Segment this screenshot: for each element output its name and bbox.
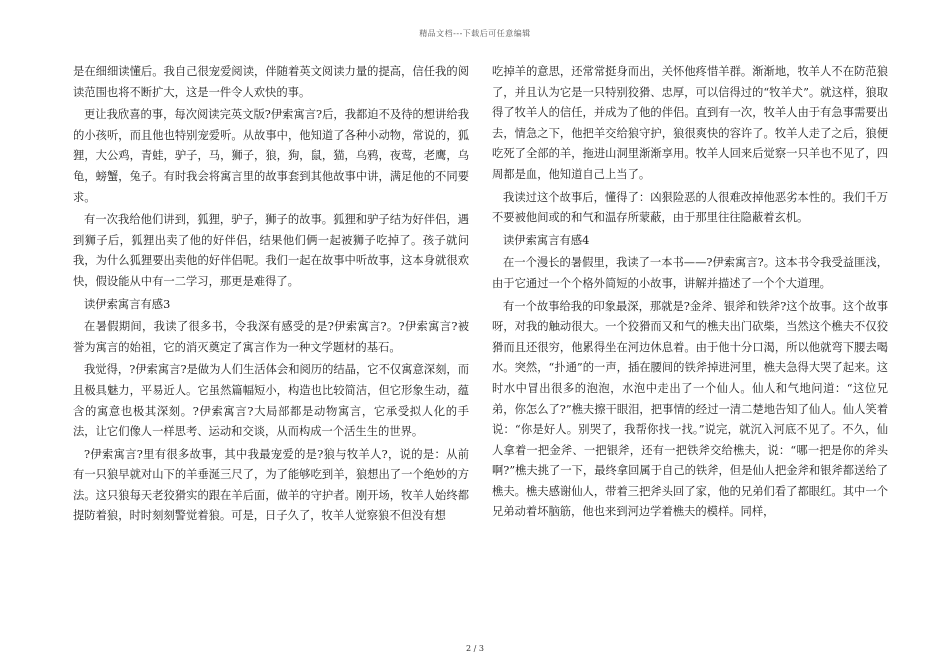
paragraph: 有一个故事给我的印象最深，那就是?金斧、银斧和铁斧?这个故事。这个故事呀，对我的触动很大。一个狡猾而又和气的樵夫出门砍柴，当然这个樵夫不仅狡猾而且还很穷，他累得坐在河边休息着。由于他十分口渴，所以他就弯下腰去喝水。突然，“扑通”的一声，插在腰间的铁斧掉进河里，樵夫急得大哭了起来。这时水中冒出很多的泡泡，水泡中走出了一个仙人。仙人和气地问道：“这位兄弟，你怎么了?”樵夫擦干眼泪，把事情的经过一清二楚地告知了仙人。仙人笑着说：“你是好人。别哭了，我帮你找一找。”说完，就沉入河底不见了。不久，仙人拿着一把金斧、一把银斧，还有一把铁斧交给樵夫，说：“哪一把是你的斧头啊?”樵夫挑了一下，最终拿回属于自己的铁斧，但是仙人把金斧和银斧都送给了樵夫。樵夫感谢仙人，带着三把斧头回了家，他的兄弟们看了都眼红。其中一个兄弟动着坏脑筋，他也来到河边学着樵夫的模样。同样，	[492, 299, 888, 519]
paragraph: 吃掉羊的意思，还常常挺身而出，关怀他疼惜羊群。渐渐地，牧羊人不在防范狼了，并且认为它是一只特别狡猾、忠厚，可以信得过的“牧羊犬”。就这样，狼取得了牧羊人的信任，并成为了他的伴侣。直到有一次，牧羊人由于有急事需要出去，情急之下，他把羊交给狼守护，狼很爽快的容许了。牧羊人走了之后，狼便吃死了全部的羊，拖进山洞里渐渐享用。牧羊人回来后觉察一只羊也不见了，四周都是血，他知道自己上当了。	[492, 65, 888, 181]
paragraph: 在一个漫长的暑假里，我读了一本书——?伊索寓言?。这本书令我受益匪浅，由于它通过一个个格外简短的小故事，讲解并描述了一个个大道理。	[492, 256, 888, 290]
paragraph: ?伊索寓言?里有很多故事，其中我最宠爱的是?狼与牧羊人?，说的是：从前有一只狼早就对山下的羊垂涎三尺了，为了能够吃到羊，狼想出了一个绝妙的方法。这只狼每天老狡猾实的跟在羊后面，做羊的守护者。刚开场，牧羊人始终都提防着狼，时时刻刻警觉着狼。可是，日子久了，牧羊人觉察狼不但没有想	[73, 447, 469, 523]
paragraph: 我觉得，?伊索寓言?是做为人们生活体会和阅历的结晶，它不仅寓意深刻，而且极具魅力，平易近人。它虽然篇幅短小，构造也比较简洁，但它形象生动，蕴含的寓意也极其深刻。?伊索寓言?大局部都是动物寓言，它承受拟人化的手法，让它们像人一样思考、运动和交谈，从而构成一个活生生的世界。	[73, 363, 469, 439]
paragraph: 更让我欣喜的事，每次阅读完英文版?伊索寓言?后，我都迫不及待的想讲给我的小孩听，而且他也特别宠爱听。从故事中，他知道了各种小动物，常说的，狐狸，大公鸡，青蛙，驴子，马，狮子，狼，狗，鼠，猫，乌鸦，夜莺，老鹰，乌龟，螃蟹，兔子。有时我会将寓言里的故事套到其他故事中讲，满足他的不同要求。	[73, 108, 469, 204]
section-heading: 读伊索寓言有感3	[84, 297, 171, 311]
page-header: 精品文档---下载后可任意编辑	[419, 29, 531, 38]
paragraph: 是在细细读懂后。我自己很宠爱阅读，伴随着英文阅读力量的提高，信任我的阅读范围也将不断扩大，这是一件令人欢快的事。	[73, 65, 469, 99]
page-number: 2 / 3	[466, 644, 484, 653]
right-column	[492, 62, 888, 525]
paragraph: 有一次我给他们讲到，狐狸，驴子，狮子的故事。狐狸和驴子结为好伴侣，遇到狮子后，狐狸出卖了他的好伴侣，结果他们俩一起被狮子吃掉了。孩子就问我，为什么狐狸要出卖他的好伴侣呢。我们一起在故事中听故事，这本身就很欢快，假设能从中有一二学习，那更是难得了。	[73, 213, 469, 288]
paragraph: 我读过这个故事后，懂得了：凶狠险恶的人很难改掉他恶劣本性的。我们千万不要被他间或的和气和温存所蒙蔽，由于那里往往隐蔽着玄机。	[492, 190, 888, 225]
section-heading: 读伊索寓言有感4	[503, 233, 590, 247]
paragraph: 在暑假期间，我读了很多书，令我深有感受的是?伊索寓言?。?伊索寓言?被誉为寓言的始祖，它的消灭奠定了寓言作为一种文学题材的基石。	[73, 320, 469, 354]
left-column	[73, 62, 469, 529]
